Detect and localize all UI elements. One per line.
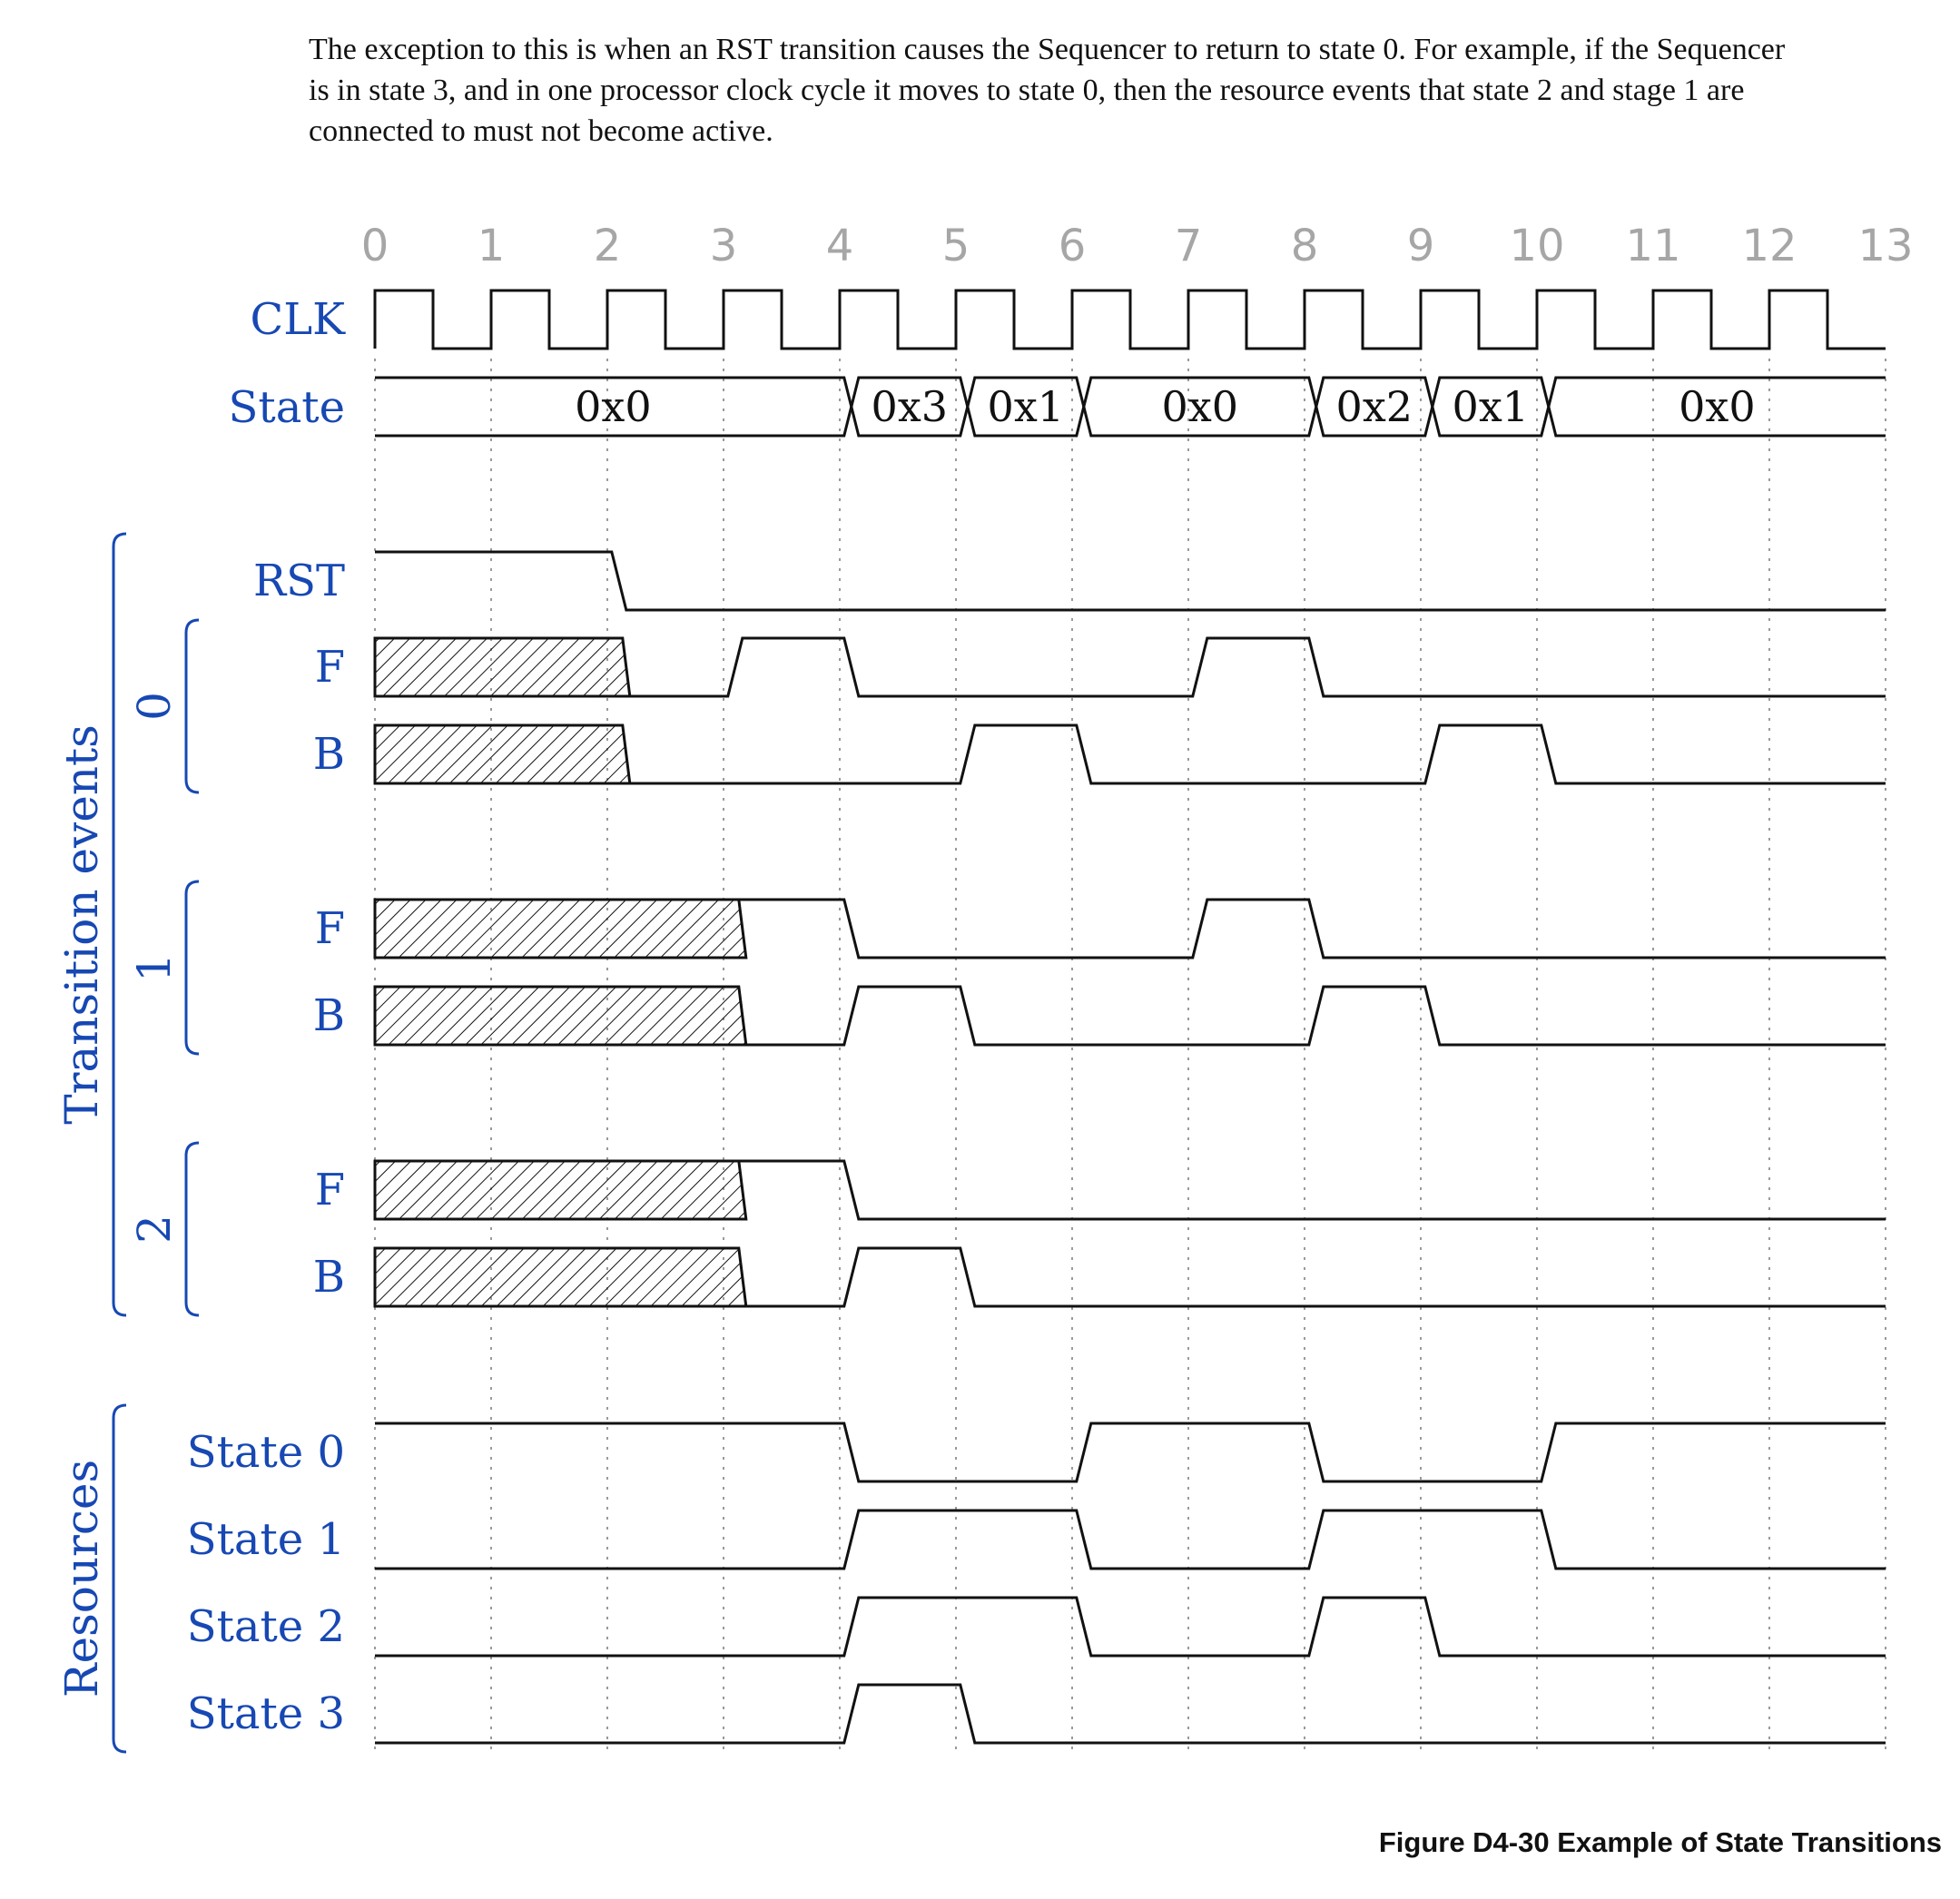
intro-line: The exception to this is when an RST transition causes the Sequencer to return to state 0. For example, if the Sequencer [309,33,1786,66]
subgroup-brace [186,1143,199,1315]
undefined-region [375,987,746,1045]
subgroup-brace [186,881,199,1054]
time-tick-label: 4 [825,221,854,271]
waveform-s1 [375,1510,1886,1569]
intro-line: connected to must not become active. [309,114,773,148]
time-tick-label: 1 [477,221,506,271]
group-label: Resources [55,1459,108,1698]
signal-label-t2f: F [314,1165,345,1215]
intro-line: is in state 3, and in one processor clock cycle it moves to state 0, then the resource events that state 2 and stage 1 are [309,74,1745,107]
waveform-s0 [375,1423,1886,1481]
time-tick-label: 11 [1625,221,1681,271]
waveform-s3 [375,1685,1886,1743]
signal-label-t0b: B [312,729,345,780]
waveform-s2 [375,1598,1886,1656]
time-gridlines [375,359,1886,1756]
waveform-t1f [739,900,1886,958]
signal-label-t0f: F [314,642,345,693]
undefined-region [375,900,746,958]
state-bus-value: 0x1 [1452,382,1530,431]
state-bus-value: 0x1 [987,382,1065,431]
time-tick-label: 5 [941,221,970,271]
state-bus-value: 0x0 [1161,382,1239,431]
undefined-region [375,1248,746,1306]
undefined-region [375,1161,746,1219]
time-axis [361,221,1914,271]
state-bus-label: State [228,382,345,433]
time-tick-label: 2 [593,221,622,271]
figure-caption: Figure D4-30 Example of State Transitions [1378,1826,1942,1858]
group-label: Transition events [55,724,108,1125]
waveform-rst [375,552,1886,610]
state-bus-value: 0x2 [1335,382,1413,431]
time-tick-label: 3 [709,221,738,271]
signal-groups [55,534,199,1752]
signal-label-rst: RST [252,556,345,606]
time-tick-label: 10 [1509,221,1565,271]
time-tick-label: 8 [1290,221,1319,271]
waveform-t2f [739,1161,1886,1219]
signal-label-t2b: B [312,1252,345,1303]
clock-waveform [375,290,1886,349]
signal-label-s0: State 0 [186,1427,345,1478]
state-bus-value: 0x0 [1679,382,1756,431]
subgroup-label: 0 [128,692,181,721]
undefined-region [375,638,630,696]
time-tick-label: 12 [1741,221,1797,271]
waveform-t0b [630,725,1886,783]
subgroup-label: 2 [128,1215,181,1244]
signal-labels [187,294,346,1739]
signal-label-t1f: F [314,903,345,954]
signal-label-s2: State 2 [186,1601,345,1652]
group-brace [113,534,126,1315]
waveform-t1b [746,987,1886,1045]
time-tick-label: 13 [1857,221,1914,271]
undefined-region [375,725,630,783]
waveforms [375,290,1886,1743]
signal-label-s1: State 1 [186,1514,345,1565]
time-tick-label: 9 [1406,221,1435,271]
state-bus-value: 0x3 [871,382,949,431]
subgroup-brace [186,620,199,792]
group-brace [113,1405,126,1752]
signal-label-s3: State 3 [186,1688,345,1739]
state-bus-value: 0x0 [575,382,652,431]
time-tick-label: 0 [360,221,389,271]
waveform-t2b [746,1248,1886,1306]
time-tick-label: 6 [1058,221,1087,271]
waveform-t0f [630,638,1886,696]
signal-label-t1b: B [312,990,345,1041]
subgroup-label: 1 [128,953,181,982]
time-tick-label: 7 [1174,221,1203,271]
clock-label: CLK [250,294,345,345]
